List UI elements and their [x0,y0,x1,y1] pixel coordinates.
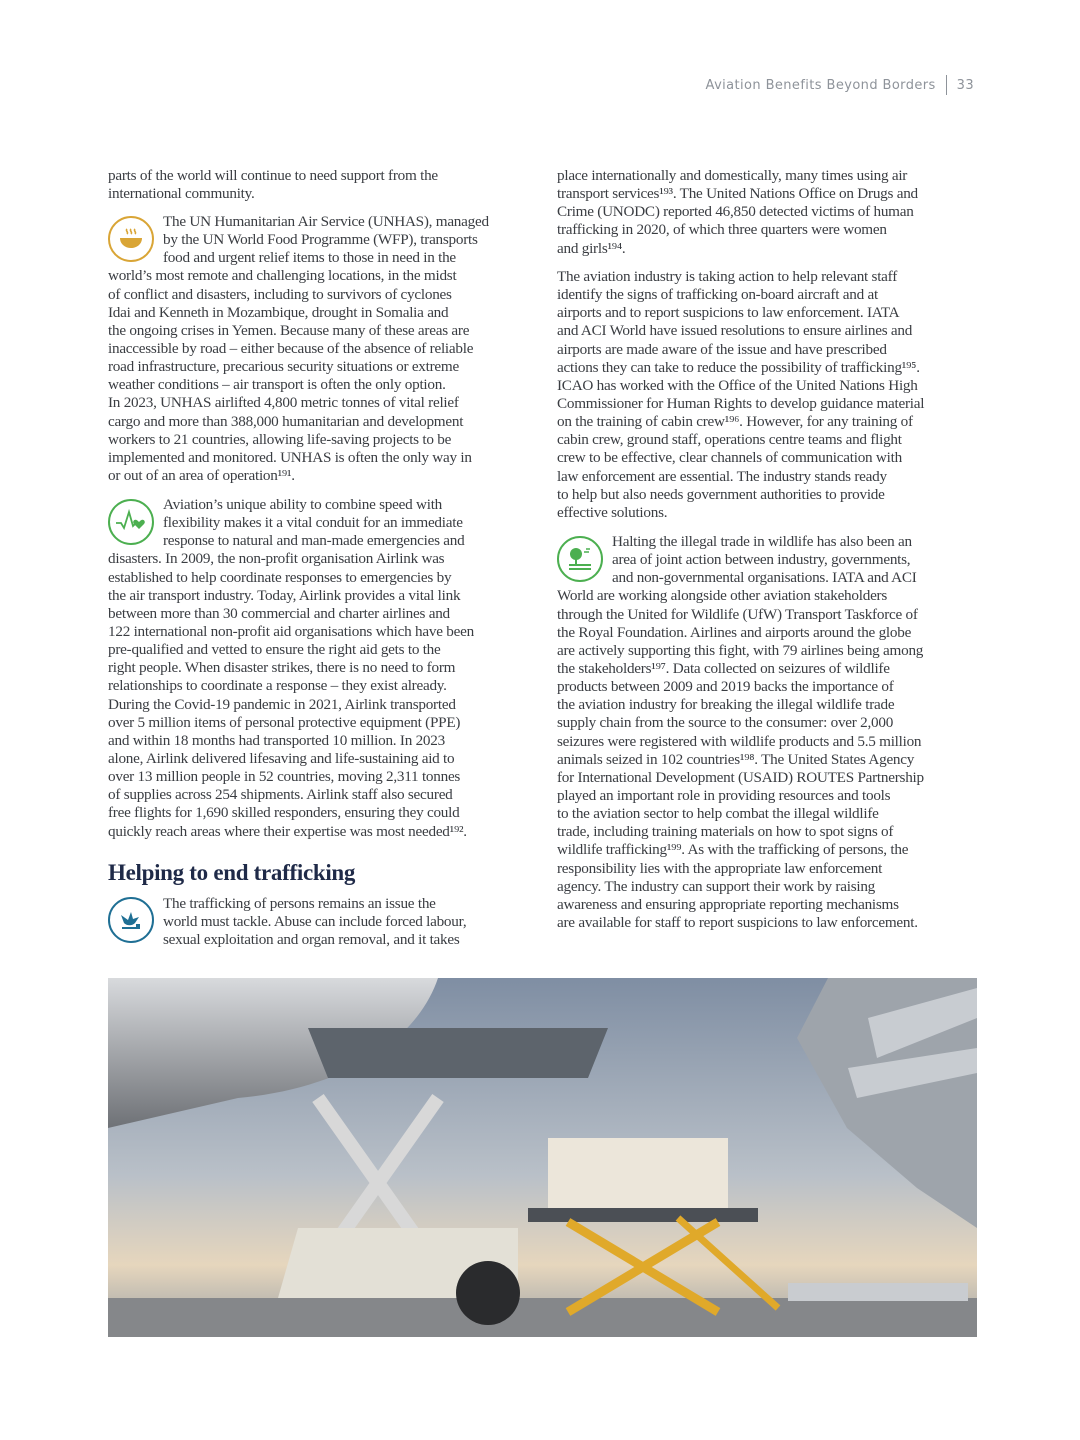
text-line: quickly reach areas where their expertise was most needed¹⁹². [108,822,467,840]
text-line: parts of the world will continue to need support from the [108,167,438,184]
text-line: and girls¹⁹⁴. [557,239,626,257]
text-line: implemented and monitored. UNHAS is often the only way in [108,448,472,466]
text-line: established to help coordinate responses to emergencies by [108,568,452,586]
text-line: ICAO has worked with the Office of the United Nations High [557,376,918,394]
text-line: weather conditions – air transport is often the only option. [108,376,446,394]
text-line: the aviation industry for breaking the illegal wildlife trade [557,696,895,714]
running-header [706,75,974,95]
text-line: The trafficking of persons remains an issue the [163,895,436,912]
text-line: actions they can take to reduce the possibility of trafficking¹⁹⁵. [557,358,920,376]
text-line: flexibility makes it a vital conduit for an immediate [163,514,463,532]
text-line: the ongoing crises in Yemen. Because many of these areas are [108,321,470,339]
text-line: responsibility lies with the appropriate law enforcement [557,859,883,877]
text-line: The UN Humanitarian Air Service (UNHAS), managed [163,213,489,230]
text-line: airports and to report suspicions to law enforcement. IATA [557,304,900,322]
text-line: by the UN World Food Programme (WFP), transports [163,231,478,249]
text-line: trafficking in 2020, of which three quarters were women [557,221,887,239]
text-line: road infrastructure, precarious security situations or extreme [108,358,459,376]
text-line: free flights for 1,690 skilled responders, ensuring they could [108,804,460,822]
heartbeat-icon [108,499,154,545]
text-line: to help but also needs government authorities to provide [557,485,885,503]
text-line: effective solutions. [557,503,668,521]
text-line: Halting the illegal trade in wildlife has also been an [612,533,912,550]
text-line: Crime (UNODC) reported 46,850 detected victims of human [557,203,914,221]
text-line: are actively supporting this fight, with 79 airlines being among [557,641,924,659]
text-line: Commissioner for Human Rights to develop guidance material [557,394,925,412]
text-line: The aviation industry is taking action to help relevant staff [557,268,898,285]
text-line: In 2023, UNHAS airlifted 4,800 metric tonnes of vital relief [108,394,459,412]
text-line: over 5 million items of personal protective equipment (PPE) [108,713,461,731]
text-line: relationships to coordinate a response – they exist already. [108,677,447,695]
text-line: seizures were registered with wildlife products and 5.5 million [557,732,922,750]
food-bowl-icon [108,216,154,262]
text-line: Idai and Kenneth in Mozambique, drought in Somalia and [108,303,449,321]
text-line: over 13 million people in 52 countries, moving 2,311 tonnes [108,768,461,786]
text-line: or out of an area of operation¹⁹¹. [108,466,295,484]
text-line: pre-qualified and vetted to ensure the right aid gets to the [108,641,441,659]
text-line: cargo and more than 388,000 humanitarian and development [108,412,464,430]
text-line: awareness and ensuring appropriate reporting mechanisms [557,895,899,913]
text-line: animals seized in 102 countries¹⁹⁸. The United States Agency [557,750,915,768]
text-line: sexual exploitation and organ removal, and it takes [163,931,460,949]
text-line: the Royal Foundation. Airlines and airports around the globe [557,623,912,641]
text-line: the stakeholders¹⁹⁷. Data collected on seizures of wildlife [557,659,890,677]
paragraph-wildlife [557,533,997,932]
text-line: and non-governmental organisations. IATA and ACI [612,569,917,587]
text-line: of supplies across 254 shipments. Airlink staff also secured [108,786,453,804]
bird-freedom-icon [108,897,154,943]
text-line: wildlife trafficking¹⁹⁹. As with the trafficking of persons, the [557,841,909,859]
text-line: airports are made aware of the issue and have prescribed [557,340,887,358]
cargo-loading-photo [108,978,977,1337]
section-heading: Helping to end trafficking [108,860,356,885]
text-line: played an important role in providing resources and tools [557,786,891,804]
paragraph-trafficking [108,895,548,949]
text-line: for International Development (USAID) ROUTES Partnership [557,768,924,786]
paragraph-industry-action [557,268,997,522]
text-line: and ACI World have issued resolutions to ensure airlines and [557,322,913,340]
text-line: transport services¹⁹³. The United Nations Office on Drugs and [557,185,918,203]
text-line: world must tackle. Abuse can include forced labour, [163,913,467,931]
text-line: identify the signs of trafficking on-board aircraft and at [557,286,878,304]
tree-wildlife-icon [557,536,603,582]
text-line: workers to 21 countries, allowing life-saving projects to be [108,430,452,448]
text-line: right people. When disaster strikes, there is no need to form [108,659,456,677]
text-line: inaccessible by road – either because of the absence of reliable [108,339,474,357]
text-line: through the United for Wildlife (UfW) Transport Taskforce of [557,605,918,623]
text-line: alone, Airlink delivered lifesaving and life-sustaining aid to [108,749,455,767]
text-line: the air transport industry. Today, Airlink provides a vital link [108,586,461,604]
text-line: of conflict and disasters, including to survivors of cyclones [108,285,452,303]
text-line: place internationally and domestically, many times using air [557,167,908,184]
text-line: cabin crew, ground staff, operations centre teams and flight [557,431,902,449]
text-line: trade, including training materials on how to spot signs of [557,823,894,841]
text-line: 122 international non-profit aid organisations which have been [108,622,474,640]
text-line: During the Covid-19 pandemic in 2021, Airlink transported [108,695,456,713]
paragraph [108,167,548,203]
text-line: law enforcement are essential. The industry stands ready [557,467,887,485]
text-line: and within 18 months had transported 10 million. In 2023 [108,731,445,749]
text-line: Aviation’s unique ability to combine speed with [163,496,443,513]
header-divider [946,75,947,95]
text-line: disasters. In 2009, the non-profit organisation Airlink was [108,550,445,568]
paragraph [557,167,997,258]
text-line: agency. The industry can support their work by raising [557,877,876,895]
text-line: products between 2009 and 2019 backs the importance of [557,678,894,696]
text-line: to the aviation sector to help combat the illegal wildlife [557,805,879,823]
text-line: World are working alongside other aviation stakeholders [557,587,888,605]
header-title: Aviation Benefits Beyond Borders [705,77,936,93]
text-line: food and urgent relief items to those in need in the [163,249,456,267]
paragraph-airlink [108,496,548,841]
text-line: world’s most remote and challenging locations, in the midst [108,267,457,285]
text-line: between more than 30 commercial and charter airlines and [108,604,450,622]
text-line: on the training of cabin crew¹⁹⁶. However, for any training of [557,413,913,431]
text-line: international community. [108,185,255,203]
text-line: response to natural and man-made emergencies and [163,532,465,550]
text-line: area of joint action between industry, governments, [612,551,911,569]
text-line: are available for staff to report suspicions to law enforcement. [557,913,918,931]
page-number: 33 [956,77,974,93]
text-line: crew to be effective, clear channels of communication with [557,449,902,467]
text-line: supply chain from the source to the consumer: over 2,000 [557,714,894,732]
paragraph-unhas [108,213,548,485]
